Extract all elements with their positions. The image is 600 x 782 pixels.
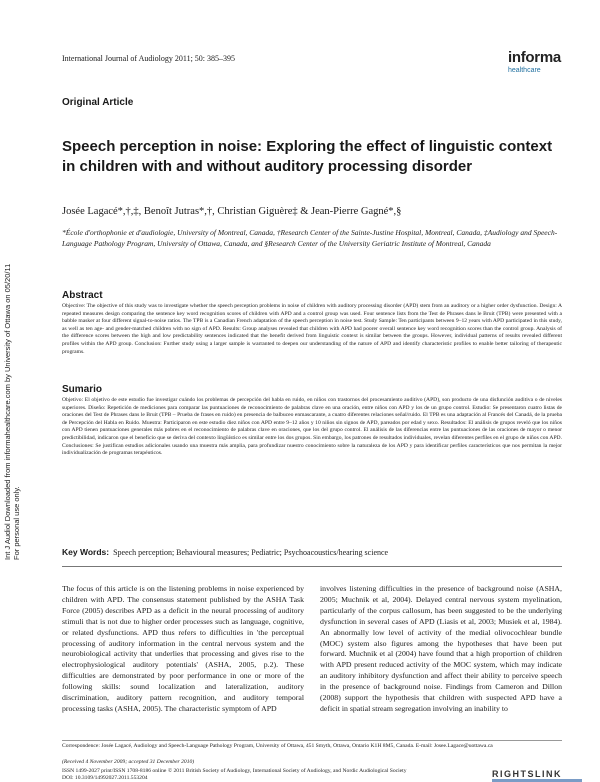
personal-use-note: For personal use only. <box>11 486 21 560</box>
publisher-logo: informa <box>508 49 561 66</box>
copyright-block <box>62 768 542 782</box>
sumario-heading: Sumario <box>62 384 103 395</box>
article-title: Speech perception in noise: Exploring the effect of linguistic context in children with and without auditory processing disorder <box>62 138 553 175</box>
abstract-text: Objective: The objective of this study was to investigate whether the speech perception problems in noise of children with auditory processing disorder (APD) stem from an auditory or a higher order dysfunction. Design: A repeated measures design comparing the sentence key word recognition scores of children with APD and a control group was used. Four sentence lists from the Test de Phrases dans le Bruit (TPB) were presented with a babble masker at four different signal-to-noise ratios. The TPB is a Canadian French adaptation of the speech perception in noise test. Study Sample: Ten participants between 9–12 years with APD participated in this study, as well as ten age- and gender-matched children with no sign of APD. Results: Group analyses revealed that children with APD had poorer overall sentence key word recognition scores than the control group. Analysis of the difference scores between the high and low predictability sentences indicated that the benefit derived from linguistic context is similar between the groups. However, individual patterns of results revealed different profiles within the APD group. Conclusion: Further study using a larger sample is warranted to deepen our understanding of the nature of APD and identify characteristic profiles to enable better tailoring of therapeutic programs. <box>62 303 562 355</box>
download-note: Int J Audiol Downloaded from informahealthcare.com by University of Ottawa on 05/20/11 <box>3 263 12 560</box>
body-column-right: involves listening difficulties in the presence of background noise (ASHA, 2005; Muchnik et al, 2004). Delayed central nervous system myelination, particularly of the corpus callosum, has been suggested to be the underlying dysfunction in several cases of APD (Liasis et al, 2003; Musiek et al, 1984). An abnormally low level of activity of the medial olivocochlear bundle (MOC) system also figures among the hypotheses that have been put forward. Muchnik et al (2004) have found that a high proportion of children with APD present reduced activity of the MOC system, which may indicate an auditory inhibitory dysfunction and affect their ability to perceive speech in the presence of background noise. Findings from Cameron and Dillon (2008) support the hypothesis that children with suspected APD have a deficit in spatial stream segregation involving an inability to <box>320 584 562 713</box>
keywords <box>62 547 562 557</box>
doi-line: DOI: 10.3109/14992027.2011.553204 <box>62 775 148 781</box>
download-watermark <box>4 230 21 560</box>
author-list: Josée Lagacé*,†,‡, Benoît Jutras*,†, Christian Giguère‡ & Jean-Pierre Gagné*,§ <box>62 206 402 217</box>
received-accepted-dates: (Received 4 November 2009; accepted 31 December 2010) <box>62 759 195 765</box>
abstract-heading: Abstract <box>62 290 103 301</box>
rightslink-logo[interactable]: RIGHTSLINK <box>492 769 562 779</box>
correspondence-note: Correspondence: Josée Lagacé, Audiology and Speech-Language Pathology Program, University of Ottawa, 451 Smyth, Ottawa, Ontario K1H 8M5, Canada. E-mail: Josee.Lagace@uottawa.ca <box>62 743 493 749</box>
article-type-label: Original Article <box>62 97 134 108</box>
affiliations: *École d'orthophonie et d'audiologie, University of Montreal, Canada, †Research Center of the Sainte-Justine Hospital, Montreal, Canada, ‡Audiology and Speech-Language Pathology Program, University of Ottawa, Canada, and §Research Center of the University Geriatric Institute of Montreal, Canada <box>62 228 558 248</box>
journal-reference: International Journal of Audiology 2011; 50: 385–395 <box>62 54 236 63</box>
publisher-logo-subtitle: healthcare <box>508 67 541 74</box>
footnote-divider <box>62 740 562 741</box>
keywords-text: Speech perception; Behavioural measures; Pediatric; Psychoacoustics/hearing science <box>113 548 389 557</box>
keywords-divider <box>62 566 562 567</box>
sumario-text: Objetivo: El objetivo de este estudio fue investigar cuándo los problemas de percepción del habla en ruido, en niños con trastornos del procesamiento auditivo (APD), son producto de una disfunción auditiva o de niveles superiores. Diseño: Repetición de mediciones para comparar las puntuaciones de reconocimiento de palabras clave en una oración, entre niños con APD y los de un grupo control. Estudio: Se presentaron cuatro listas de oraciones del Test de Phrases dans le Bruit (TPB – Prueba de frases en ruido) en presencia de balbuceo enmascarante, a cuatro diferentes relaciones señal/ruido. El TPB es una adaptación al Francés del Canadá, de la prueba de Percepción del Habla en Ruido. Muestra: Participaron en este estudio diez niños con APD entre 9–12 años y 10 niños sin signos de APD, pareados por edad y sexo. Resultados: El análisis de grupos reveló que los niños con APD tienen puntuaciones generales más pobres en el reconocimiento de palabras clave en oraciones, que los del grupo control. El análisis de las diferencias entre las puntuaciones de las oraciones de mayor o menor predictibilidad, indicaron que el beneficio que se deriva del contexto lingüístico es similar entre los dos grupos. Sin embargo, los patrones de resultados individuales, revelan diferentes perfiles en el grupo de niños con APD. Conclusiones: Se justifican estudios adicionales usando una muestra más amplia, para profundizar nuestro conocimiento sobre la naturaleza de los APD y para identificar perfiles característicos que nos permitan la mejor individualización de programas terapéuticos. <box>62 397 562 457</box>
issn-line: ISSN 1499-2027 print/ISSN 1708-8186 online © 2011 British Society of Audiology, International Society of Audiology, and Nordic Audiological Society <box>62 768 407 774</box>
body-column-left: The focus of this article is on the listening problems in noise experienced by children with APD. The consensus statement published by the ASHA Task Force (2005) describes APD as a deficit in the neural processing of auditory stimuli that is not due to higher order processes such as language, cognitive, or related dysfunctions. APD thus refers to difficulties in 'the perceptual processing of auditory information in the central nervous system and the neurobiological activity that underlies that processing and gives rise to the electrophysiological auditory potentials' (ASHA, 2005, p.2). These difficulties are demonstrated by poor performance in one or more of the following skills: sound localization and lateralization, auditory discrimination, auditory pattern recognition, and auditory temporal processing tasks (ASHA, 2005). The characteristic symptom of APD <box>62 584 304 713</box>
keywords-label: Key Words: <box>62 547 110 557</box>
